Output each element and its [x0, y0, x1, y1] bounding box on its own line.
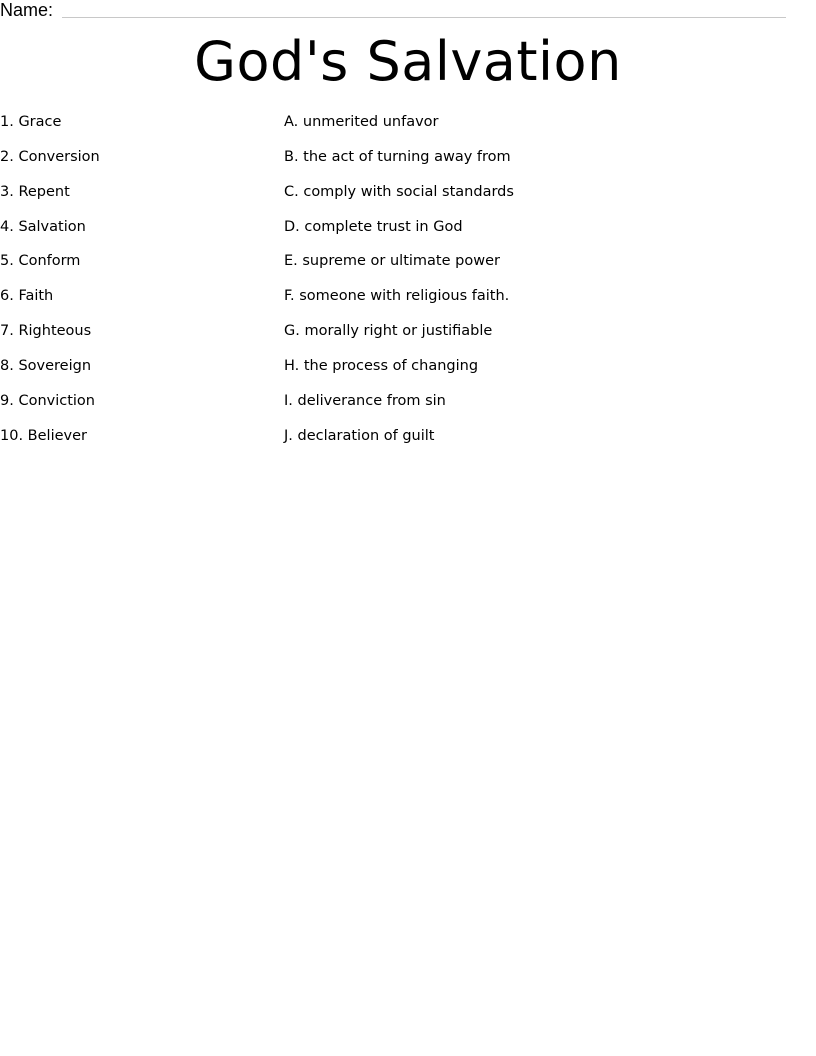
term-item: 5. Conform [0, 253, 81, 270]
definitions-column [284, 112, 514, 460]
definition-item: C. comply with social standards [284, 183, 514, 200]
definition-item: J. declaration of guilt [284, 427, 435, 444]
name-row [0, 0, 790, 22]
definition-item: E. supreme or ultimate power [284, 253, 500, 270]
definition-item: H. the process of changing [284, 357, 479, 374]
term-item: 10. Believer [0, 427, 87, 444]
terms-column [0, 112, 100, 460]
definition-item: B. the act of turning away from [284, 148, 511, 165]
term-item: 6. Faith [0, 288, 54, 305]
definition-item: F. someone with religious faith. [284, 288, 510, 305]
definition-item: D. complete trust in God [284, 218, 463, 235]
term-item: 4. Salvation [0, 218, 86, 235]
definition-item: G. morally right or justifiable [284, 323, 493, 340]
term-item: 1. Grace [0, 114, 62, 130]
term-item: 8. Sovereign [0, 357, 92, 374]
worksheet-title: God's Salvation [194, 30, 622, 93]
name-label: Name: [0, 0, 54, 20]
definition-item: I. deliverance from sin [284, 392, 446, 409]
definition-item: A. unmerited unfavor [284, 114, 439, 130]
term-item: 3. Repent [0, 183, 70, 200]
name-underline [62, 17, 786, 18]
term-item: 2. Conversion [0, 148, 100, 165]
term-item: 7. Righteous [0, 323, 92, 340]
term-item: 9. Conviction [0, 392, 95, 409]
